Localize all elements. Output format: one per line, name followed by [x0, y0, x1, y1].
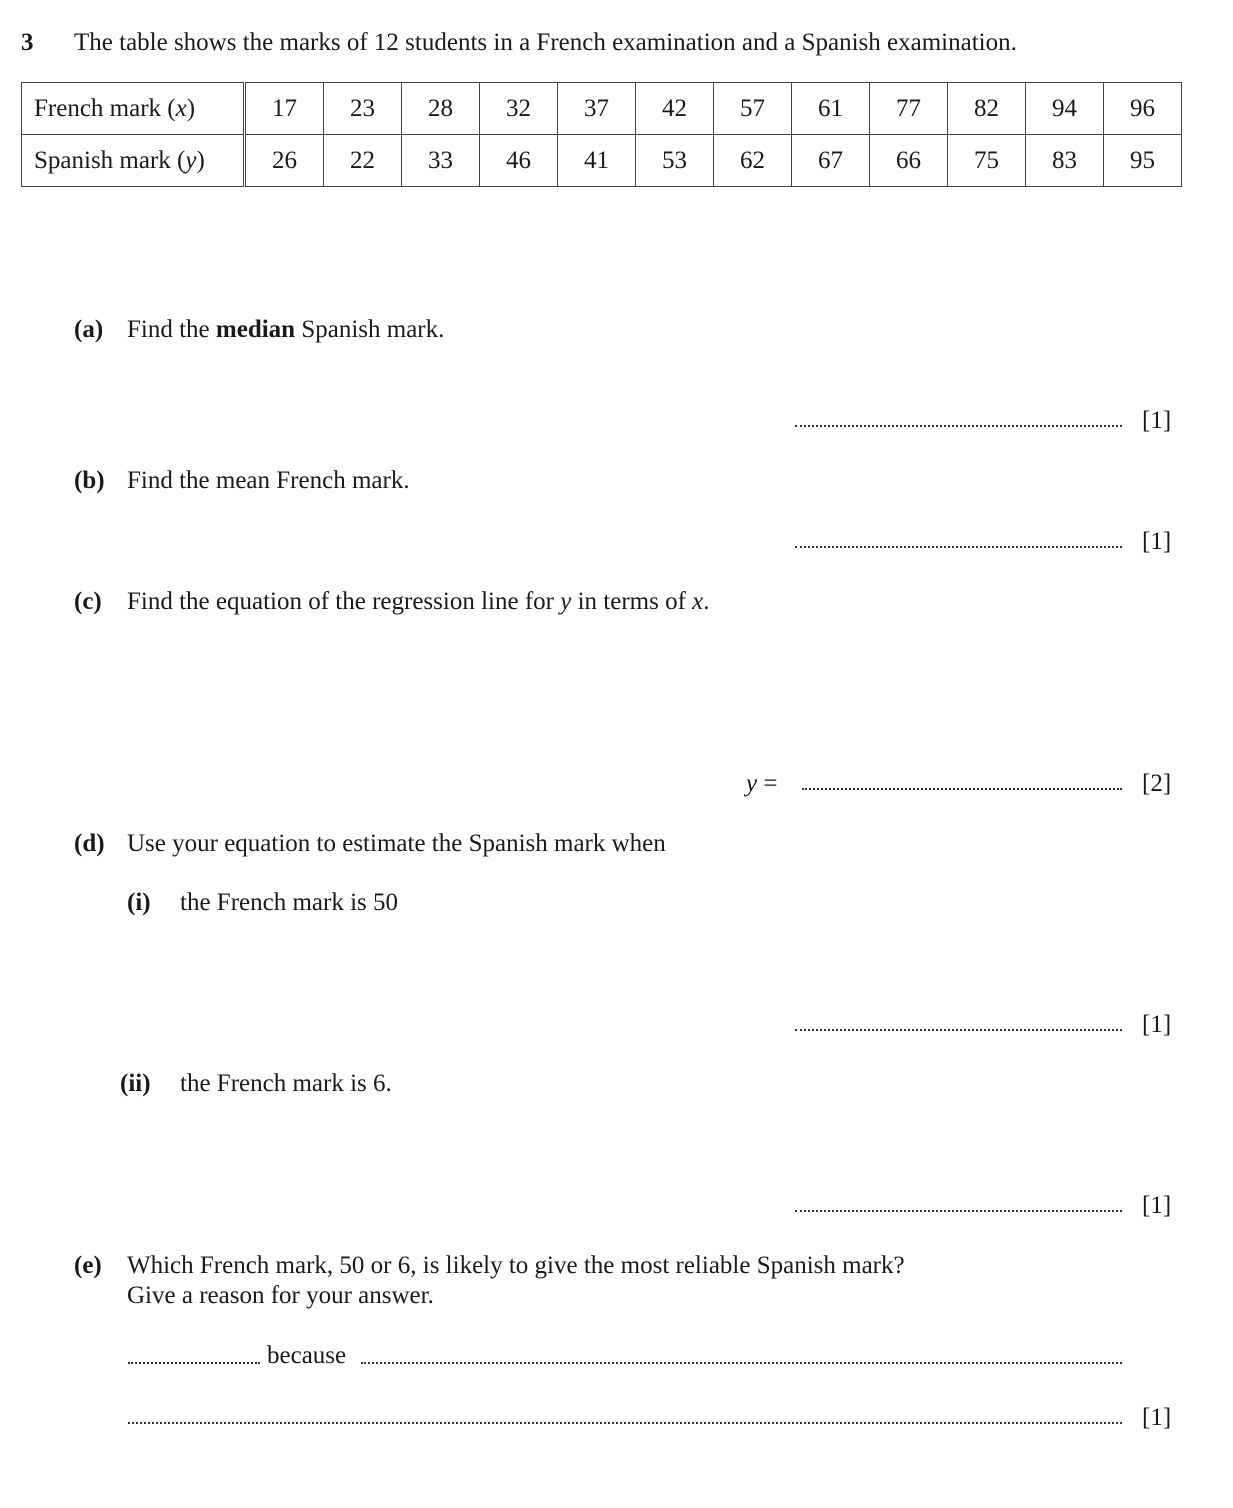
table-cell: 62 — [714, 135, 792, 187]
marks-d-ii: [1] — [1142, 1192, 1172, 1219]
table-cell: 67 — [792, 135, 870, 187]
table-cell: 94 — [1026, 83, 1104, 135]
part-d-question: Use your equation to estimate the Spanish mark when — [127, 830, 666, 857]
part-b-question: Find the mean French mark. — [127, 467, 410, 494]
table-cell: 23 — [324, 83, 402, 135]
table-cell: 96 — [1104, 83, 1182, 135]
marks-table — [21, 82, 1182, 187]
answer-line-e-choice[interactable] — [128, 1362, 260, 1364]
answer-line-e-reason[interactable] — [361, 1362, 1122, 1364]
marks-a: [1] — [1142, 407, 1172, 434]
table-cell: 42 — [636, 83, 714, 135]
part-a-label: (a) — [74, 316, 104, 343]
table-cell: 77 — [870, 83, 948, 135]
marks-c: [2] — [1142, 770, 1172, 797]
table-cell: 83 — [1026, 135, 1104, 187]
answer-line-e-reason-2[interactable] — [128, 1422, 1122, 1424]
question-number: 3 — [21, 29, 34, 56]
table-cell: 32 — [480, 83, 558, 135]
table-cell: 75 — [948, 135, 1026, 187]
table-cell: 41 — [558, 135, 636, 187]
part-d-i-label: (i) — [127, 889, 151, 916]
part-e-question-line1: Which French mark, 50 or 6, is likely to give the most reliable Spanish mark? — [127, 1252, 905, 1279]
part-c-label: (c) — [74, 588, 102, 615]
table-cell: 28 — [402, 83, 480, 135]
question-intro: The table shows the marks of 12 students in a French examination and a Spanish examination. — [74, 29, 1017, 56]
table-row-spanish — [22, 135, 1182, 187]
marks-b: [1] — [1142, 528, 1172, 555]
part-c-question: Find the equation of the regression line for y in terms of x. — [127, 588, 710, 615]
answer-prefix-y: y = — [746, 770, 778, 797]
answer-line-d-i[interactable] — [795, 1029, 1122, 1031]
because-label: because — [267, 1342, 347, 1369]
table-cell: 22 — [324, 135, 402, 187]
part-d-ii-question: the French mark is 6. — [180, 1070, 392, 1097]
table-cell: 37 — [558, 83, 636, 135]
part-d-i-question: the French mark is 50 — [180, 889, 399, 916]
row-header-french: French mark (x) — [22, 83, 245, 135]
table-cell: 66 — [870, 135, 948, 187]
table-cell: 53 — [636, 135, 714, 187]
table-cell: 57 — [714, 83, 792, 135]
marks-d-i: [1] — [1142, 1011, 1172, 1038]
table-cell: 26 — [245, 135, 324, 187]
answer-line-d-ii[interactable] — [795, 1210, 1122, 1212]
table-cell: 17 — [245, 83, 324, 135]
part-a-question: Find the median Spanish mark. — [127, 316, 445, 343]
row-header-spanish: Spanish mark (y) — [22, 135, 245, 187]
table-row-french — [22, 83, 1182, 135]
part-e-label: (e) — [74, 1252, 102, 1279]
part-d-ii-label: (ii) — [120, 1070, 151, 1097]
part-d-label: (d) — [74, 830, 105, 857]
answer-line-c[interactable] — [802, 788, 1122, 790]
table-cell: 61 — [792, 83, 870, 135]
answer-line-b[interactable] — [795, 546, 1122, 548]
table-cell: 46 — [480, 135, 558, 187]
answer-line-a[interactable] — [795, 425, 1122, 427]
table-cell: 82 — [948, 83, 1026, 135]
marks-e: [1] — [1142, 1404, 1172, 1431]
table-cell: 33 — [402, 135, 480, 187]
table-cell: 95 — [1104, 135, 1182, 187]
part-b-label: (b) — [74, 467, 105, 494]
part-e-question-line2: Give a reason for your answer. — [127, 1282, 434, 1309]
